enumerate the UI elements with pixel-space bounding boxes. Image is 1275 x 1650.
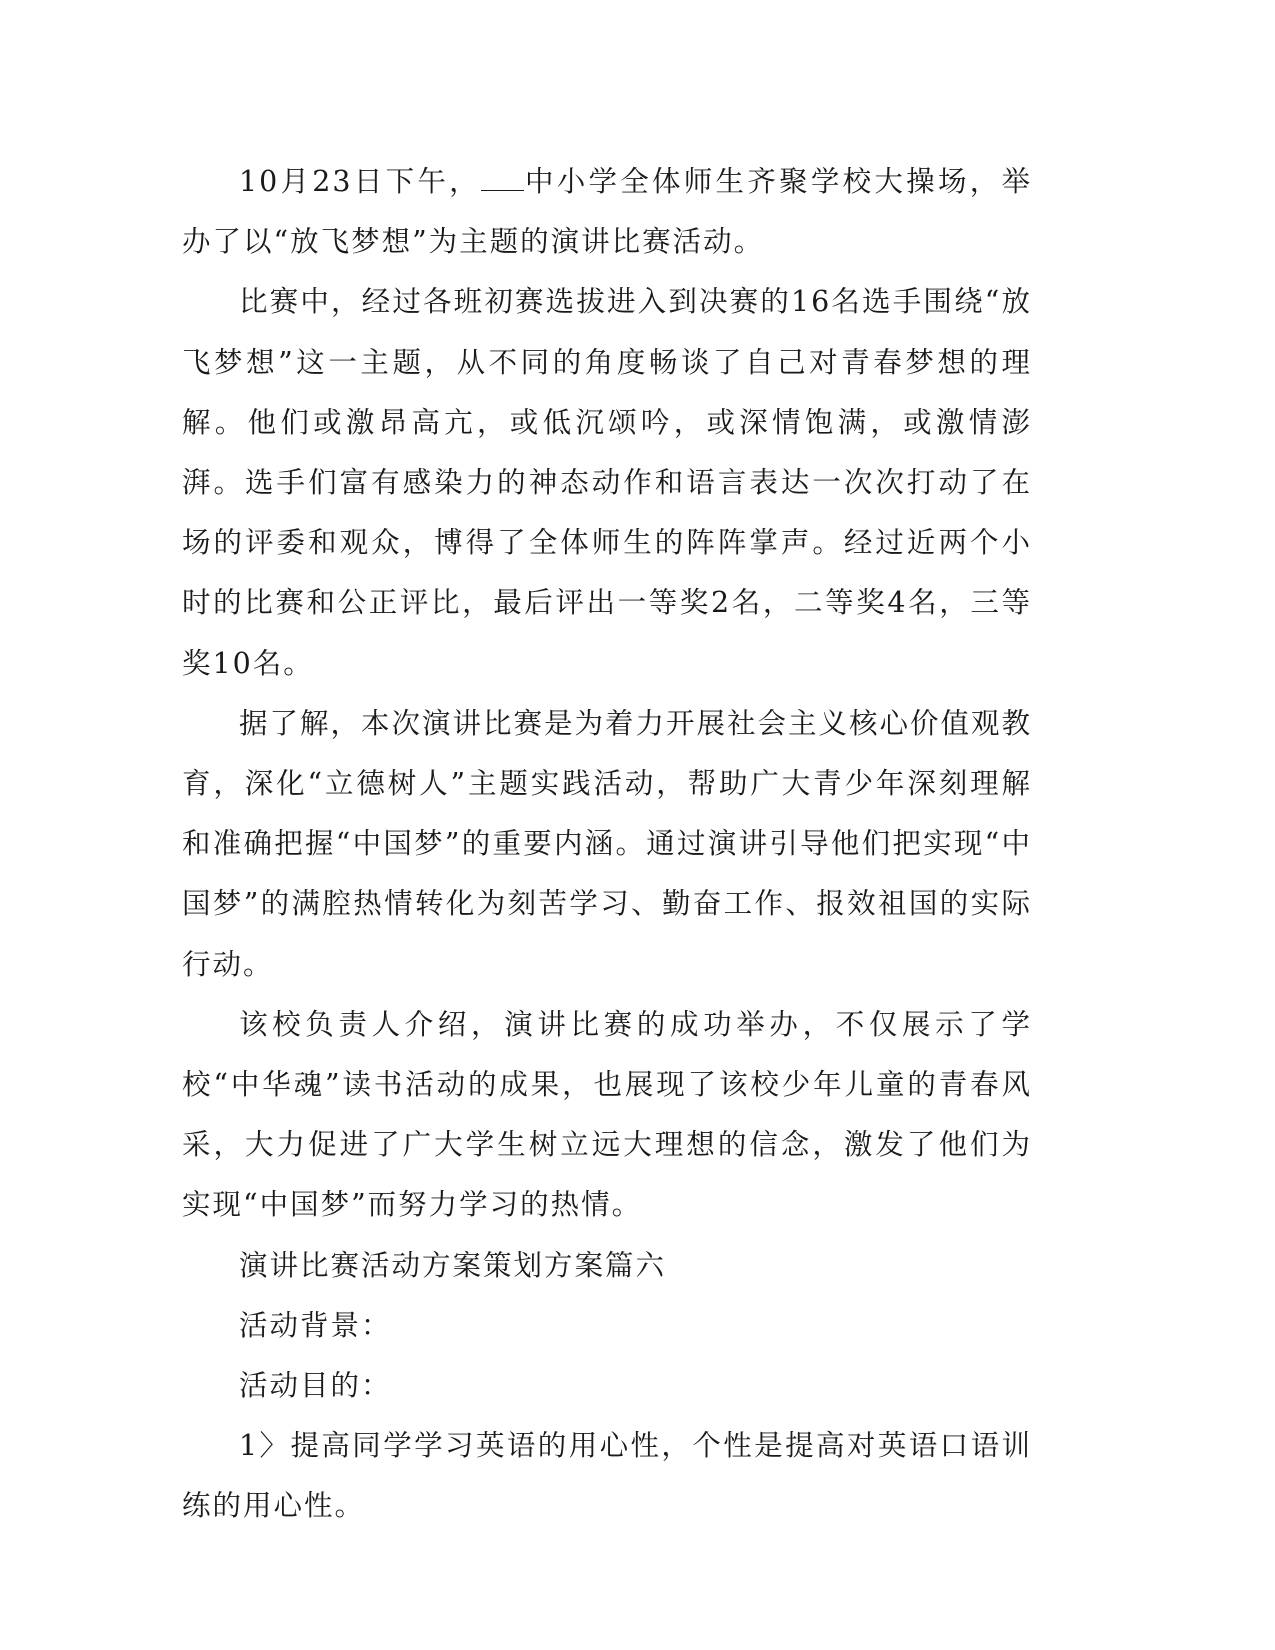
paragraph-purpose: 据了解，本次演讲比赛是为着力开展社会主义核心价值观教育，深化“立德树人”主题实践活动，帮助广大青少年深刻理解和准确把握“中国梦”的重要内涵。通过演讲引导他们把实现“中国梦”的满腔热情转化为刻苦学习、勤奋工作、报效祖国的实际行动。 <box>182 706 1033 981</box>
activity-goal-label: 活动目的： <box>239 1369 392 1403</box>
paragraph-competition: 比赛中，经过各班初赛选拔进入到决赛的16名选手围绕“放飞梦想”这一主题，从不同的角度畅谈了自己对青春梦想的理解。他们或激昂高亢，或低沉颂吟，或深情饱满，或激情澎湃。选手们富有感染力的神态动作和语言表达一次次打动了在场的评委和观众，博得了全体师生的阵阵掌声。经过近两个小时的比赛和公正评比，最后评出一等奖2名，二等奖4名，三等奖10名。 <box>182 285 1032 680</box>
document-body <box>182 152 1032 1537</box>
activity-background-label: 活动背景： <box>239 1308 392 1342</box>
paragraph-text-before-blank: 10月23日下午， <box>239 165 481 198</box>
section-heading: 演讲比赛活动方案策划方案篇六 <box>239 1248 667 1282</box>
goal-item-1: 1〉提高同学学习英语的用心性，个性是提高对英语口语训练的用心性。 <box>182 1429 1032 1523</box>
fill-in-blank <box>481 163 524 191</box>
paragraph-text-after-blank: 中小学全体师生齐聚学校大操场，举办了以“放飞梦想”为主题的演讲比赛活动。 <box>182 165 1032 259</box>
paragraph-principal-remarks: 该校负责人介绍，演讲比赛的成功举办，不仅展示了学校“中华魂”读书活动的成果，也展现了该校少年儿童的青春风采，大力促进了广大学生树立远大理想的信念，激发了他们为实现“中国梦”而努力学习的热情。 <box>182 1007 1032 1222</box>
paragraph-event-intro <box>182 152 1032 272</box>
